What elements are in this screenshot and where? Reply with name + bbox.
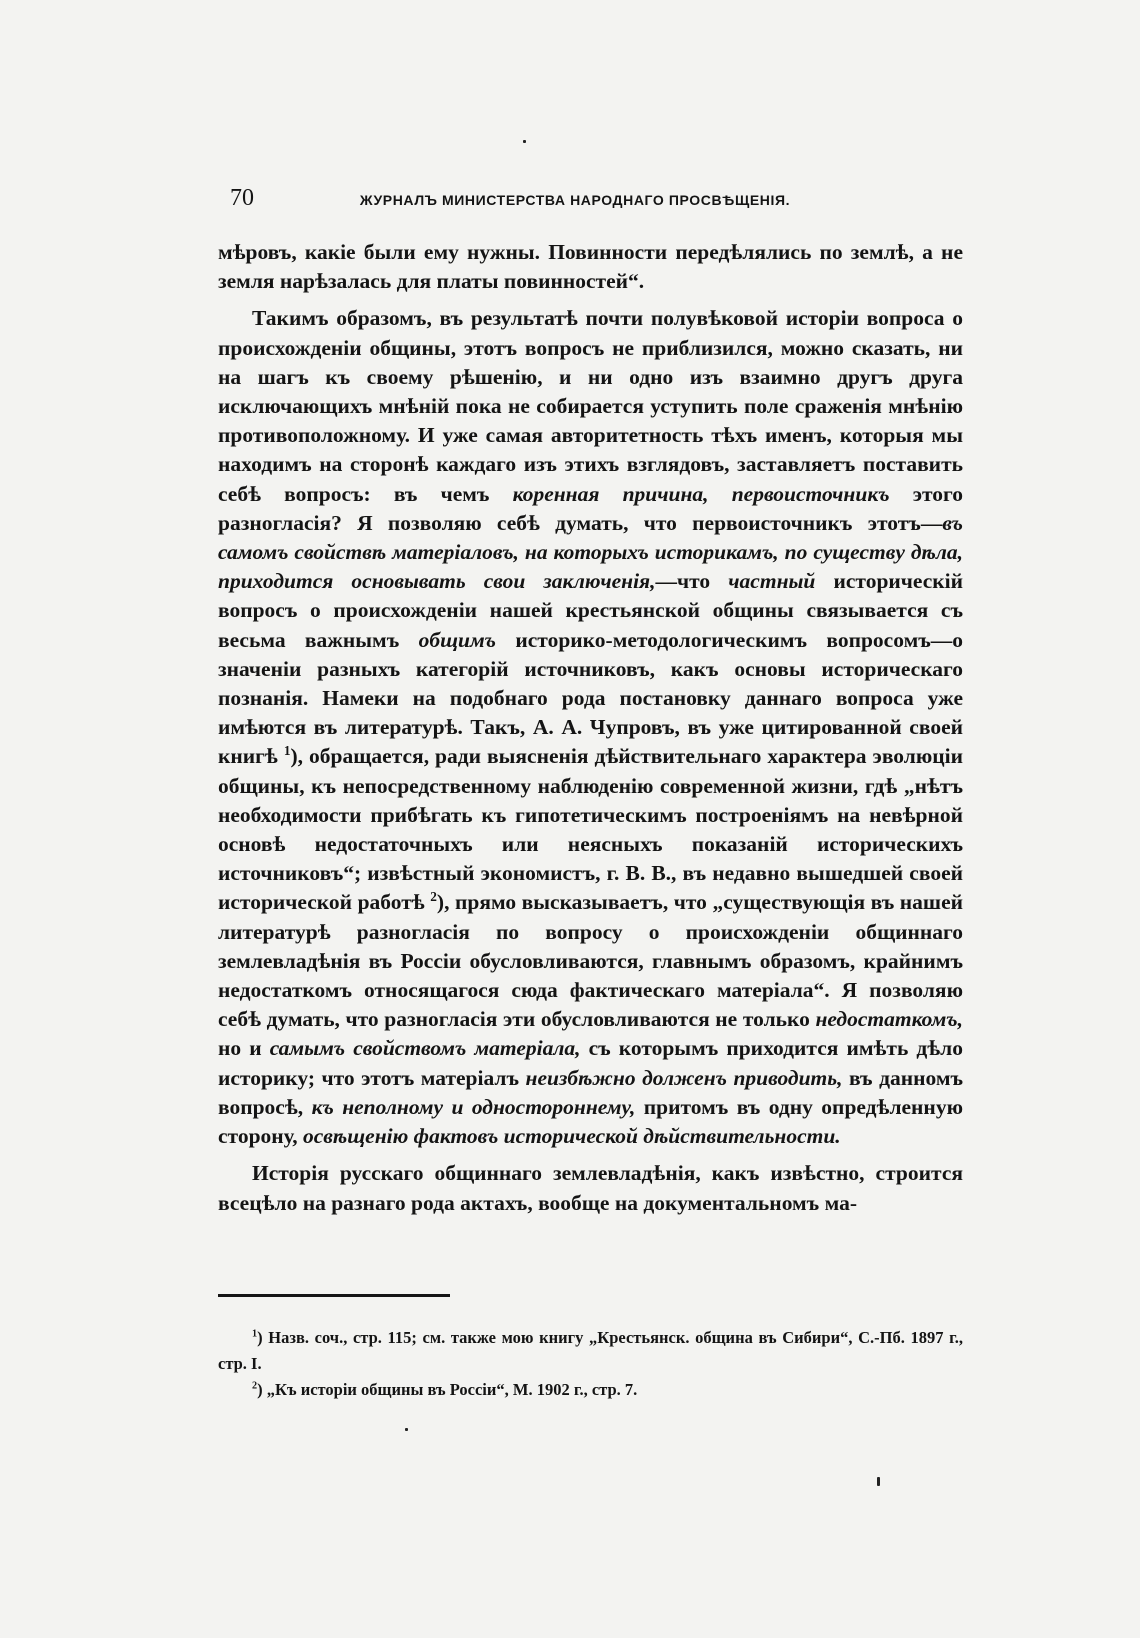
- footnote-text: ) Назв. соч., стр. 115; см. также мою книгу „Крестьянск. община въ Сибири“, С.-Пб. 1897 г., стр. I.: [218, 1328, 963, 1373]
- paragraph-1: мѣровъ, какіе были ему нужны. Повинности передѣлялись по землѣ, а не земля нарѣзалась для платы повинностей“.: [218, 240, 963, 294]
- text-run: историческій вопросъ о происхожденіи нашей крестьянской общины связывается съ весьма важнымъ: [218, 569, 964, 652]
- page-number: 70: [230, 185, 254, 211]
- text-run: съ которымъ приходится имѣть дѣло историку; что этотъ матеріалъ: [218, 1036, 963, 1090]
- footnote-mark: 2: [252, 1380, 258, 1392]
- italic-run: къ неполному и одностороннему,: [311, 1094, 636, 1119]
- text-run: историко-методологическимъ вопросомъ—о значеніи разныхъ категорій источниковъ, какъ основы историческаго познанія. Намеки на подобнаго рода постановку даннаго вопроса уже имѣются въ литературѣ. Такъ, А. А. Чупровъ, въ уже цитированной своей книгѣ: [218, 627, 963, 769]
- running-title: ЖУРНАЛЪ МИНИСТЕРСТВА НАРОДНАГО ПРОСВѢЩЕНІЯ.: [359, 192, 791, 208]
- text-run: этого разногласія? Я позволяю себѣ думать, что первоисточникъ этотъ—: [218, 481, 964, 535]
- italic-run: недостаткомъ,: [815, 1007, 964, 1032]
- italic-run: общимъ: [418, 627, 497, 652]
- footnotes: [218, 1325, 963, 1403]
- italic-run: частный: [728, 569, 816, 594]
- text-run: Такимъ образомъ, въ результатѣ почти полувѣковой исторіи вопроса о происхожденіи общины, этотъ вопросъ не приблизился, можно сказать, ни на шагъ къ своему рѣшенію, и ни одно изъ взаимно другъ друга исключающихъ мнѣній пока не собирается уступить поле сраженія мнѣнію противоположному. И уже самая авторитетность тѣхъ именъ, которыя мы находимъ на сторонѣ каждаго изъ этихъ взглядовъ, заставляетъ поставить себѣ вопросъ: въ чемъ: [218, 306, 963, 506]
- paragraph-3: Исторія русскаго общиннаго землевладѣнія, какъ извѣстно, строится всецѣло на разнаго рода актахъ, вообще на документальномъ ма-: [218, 1161, 963, 1215]
- paragraph-2: [218, 304, 963, 1151]
- footnote-text: ) „Къ исторіи общины въ Россіи“, М. 1902 г., стр. 7.: [257, 1380, 638, 1399]
- text-run: въ данномъ вопросѣ,: [218, 1065, 964, 1119]
- scan-speck: [877, 1477, 880, 1486]
- scan-speck: [405, 1428, 408, 1431]
- footnote-mark: 1: [252, 1328, 258, 1340]
- text-run: но и: [218, 1036, 262, 1061]
- footnote-1: [218, 1325, 963, 1377]
- scan-speck: [523, 140, 526, 143]
- italic-run: самымъ свойствомъ матеріала,: [269, 1036, 581, 1061]
- footnote-ref-2[interactable]: 2: [430, 889, 437, 905]
- footnote-ref-1[interactable]: 1: [283, 743, 291, 759]
- text-run: притомъ въ одну опредѣленную сторону,: [218, 1094, 964, 1149]
- footnote-separator: [218, 1294, 450, 1297]
- text-run: —что: [655, 569, 711, 594]
- italic-run: въ самомъ свойствѣ матеріаловъ, на которыхъ историкамъ, по существу дѣла, приходится основывать свои заключенія,: [218, 510, 963, 594]
- italic-run: неизбѣжно долженъ приводить,: [525, 1065, 843, 1090]
- page-header: [230, 185, 860, 212]
- main-text: [218, 238, 963, 1218]
- footnote-2: [218, 1377, 963, 1403]
- italic-run: коренная причина, первоисточникъ: [512, 481, 890, 506]
- italic-run: освѣщенію фактовъ исторической дѣйствительности.: [303, 1124, 841, 1149]
- text-run: ), обращается, ради выясненія дѣйствительнаго характера эволюціи общины, къ непосредственному наблюденію современной жизни, гдѣ „нѣтъ необходимости прибѣгать къ гипотетическимъ построеніямъ на невѣрной основѣ недостаточныхъ или неясныхъ показаній историческихъ источниковъ“; извѣстный экономистъ, г. В. В., въ недавно вышедшей своей исторической работѣ: [218, 744, 964, 915]
- text-run: ), прямо высказываетъ, что „существующія въ нашей литературѣ разногласія по вопросу о происхожденіи общиннаго землевладѣнія въ Россіи обусловливаются, главнымъ образомъ, крайнимъ недостаткомъ относящагося сюда фактическаго матеріала“. Я позволяю себѣ думать, что разногласія эти обусловливаются не только: [218, 890, 964, 1032]
